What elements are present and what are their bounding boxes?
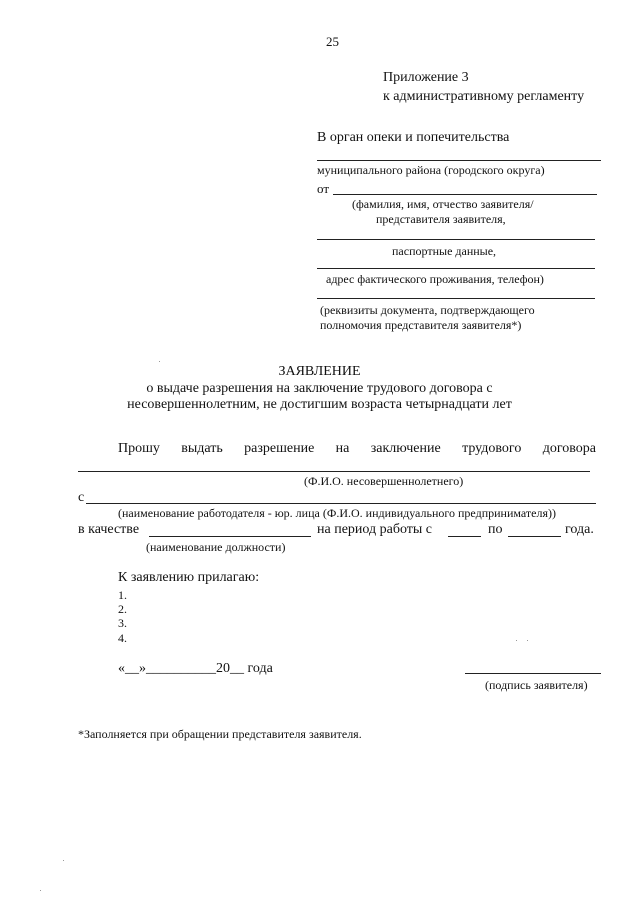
with-label: с (78, 490, 85, 505)
address-caption: адрес фактического проживания, телефон) (326, 272, 544, 286)
requisites-caption-2: полномочия представителя заявителя*) (320, 318, 522, 332)
minor-caption: (Ф.И.О. несовершеннолетнего) (304, 474, 464, 488)
date-day-blank[interactable]: __ (125, 661, 139, 676)
passport-caption: паспортные данные, (392, 244, 497, 258)
attachment-item: 1. (118, 588, 127, 602)
address-blank-line[interactable] (317, 268, 595, 269)
applicant-blank-line[interactable] (333, 194, 597, 195)
to-label: по (488, 522, 503, 537)
employer-caption: (наименование работодателя - юр. лица (Ф.И.О. индивидуального предпринимателя)) (118, 506, 556, 520)
scan-speck (63, 860, 64, 861)
from-label: от (317, 181, 330, 196)
position-blank-line[interactable] (149, 536, 311, 537)
document-subtitle-2: несовершеннолетним, не достигшим возраста четырнадцати лет (127, 397, 512, 412)
period-label: на период работы с (317, 522, 433, 537)
passport-blank-line[interactable] (317, 239, 595, 240)
employer-blank-line[interactable] (86, 503, 596, 504)
date-year-blank[interactable]: __ (230, 661, 244, 676)
footnote: *Заполняется при обращении представителя заявителя. (78, 727, 362, 741)
requisites-blank-line[interactable] (317, 298, 595, 299)
date-line[interactable] (118, 661, 273, 677)
document-title: ЗАЯВЛЕНИЕ (278, 364, 361, 379)
municipal-blank-line[interactable] (317, 160, 601, 161)
signature-caption: (подпись заявителя) (485, 678, 588, 692)
appendix-subtitle: к административному регламенту (383, 89, 585, 104)
request-word: договора (542, 441, 596, 456)
date-year-word: года (247, 661, 273, 676)
applicant-caption-1: (фамилия, имя, отчество заявителя/ (352, 197, 534, 211)
request-word: разрешение (244, 441, 315, 456)
appendix-title: Приложение 3 (383, 70, 469, 85)
applicant-caption-2: представителя заявителя, (376, 212, 506, 226)
document-subtitle-1: о выдаче разрешения на заключение трудового договора с (146, 381, 493, 396)
date-month-blank[interactable]: __________ (146, 661, 216, 676)
page-number: 25 (326, 34, 339, 49)
request-sentence (118, 441, 596, 457)
attachment-item: 2. (118, 602, 127, 616)
addressee-org: В орган опеки и попечительства (317, 130, 510, 145)
request-word: выдать (181, 441, 223, 456)
scan-speck (516, 640, 517, 641)
scan-speck (527, 640, 528, 641)
requisites-caption-1: (реквизиты документа, подтверждающего (320, 303, 535, 317)
minor-name-blank-line[interactable] (78, 471, 590, 472)
request-word: на (335, 441, 350, 456)
as-label: в качестве (78, 522, 140, 537)
signature-blank-line[interactable] (465, 673, 601, 674)
scan-speck (40, 890, 41, 891)
attachment-item: 4. (118, 631, 127, 645)
period-end-blank-line[interactable] (508, 536, 561, 537)
attachments-label: К заявлению прилагаю: (118, 570, 260, 585)
period-start-blank-line[interactable] (448, 536, 481, 537)
date-year-prefix: 20 (216, 661, 230, 676)
scan-speck (159, 361, 160, 362)
position-caption: (наименование должности) (146, 540, 286, 554)
request-word: заключение (370, 441, 441, 456)
date-open-quote: « (118, 661, 125, 676)
year-label: года. (565, 522, 594, 537)
date-close-quote: » (139, 661, 146, 676)
attachment-item: 3. (118, 616, 127, 630)
municipal-caption: муниципального района (городского округа) (317, 163, 545, 177)
request-word: Прошу (118, 441, 160, 456)
request-word: трудового (462, 441, 522, 456)
